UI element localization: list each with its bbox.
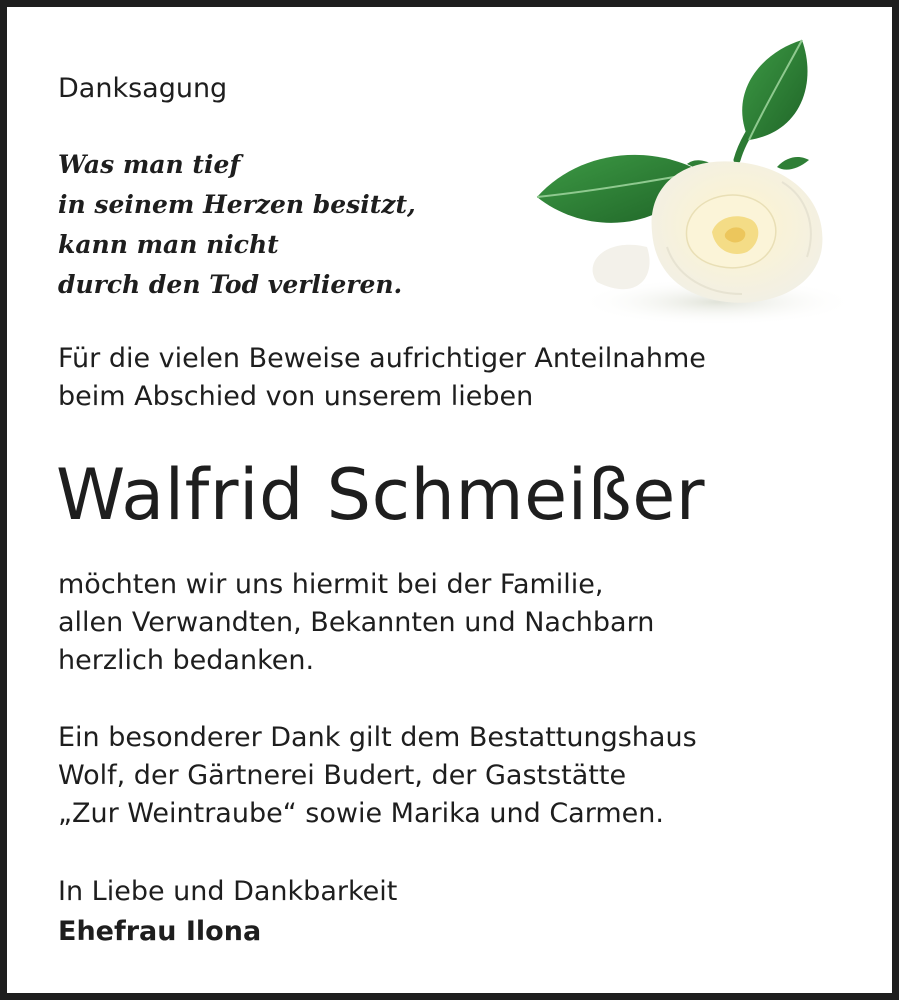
intro-line: Für die vielen Beweise aufrichtiger Anteilnahme: [58, 343, 706, 374]
white-rose-icon: [527, 32, 857, 332]
special-thanks-line: „Zur Weintraube“ sowie Marika und Carmen.: [58, 798, 664, 829]
thanks-text: [58, 566, 654, 680]
closing-text: In Liebe und Dankbarkeit: [58, 876, 398, 907]
thanks-line: allen Verwandten, Bekannten und Nachbarn: [58, 607, 655, 638]
memorial-quote: [58, 145, 416, 305]
quote-line: kann man nicht: [58, 230, 279, 259]
intro-line: beim Abschied von unserem lieben: [58, 381, 534, 412]
thanks-line: möchten wir uns hiermit bei der Familie,: [58, 569, 604, 600]
special-thanks-line: Ein besonderer Dank gilt dem Bestattungshaus: [58, 722, 697, 753]
quote-line: Was man tief: [58, 150, 241, 179]
quote-line: durch den Tod verlieren.: [58, 270, 403, 299]
signature: Ehefrau Ilona: [58, 916, 262, 947]
special-thanks-line: Wolf, der Gärtnerei Budert, der Gaststätte: [58, 760, 627, 791]
notice-heading: Danksagung: [58, 73, 228, 104]
intro-text: [58, 340, 706, 416]
thanks-line: herzlich bedanken.: [58, 645, 315, 676]
deceased-name: Walfrid Schmeißer: [56, 454, 706, 536]
quote-line: in seinem Herzen besitzt,: [58, 190, 416, 219]
special-thanks-text: [58, 719, 697, 833]
